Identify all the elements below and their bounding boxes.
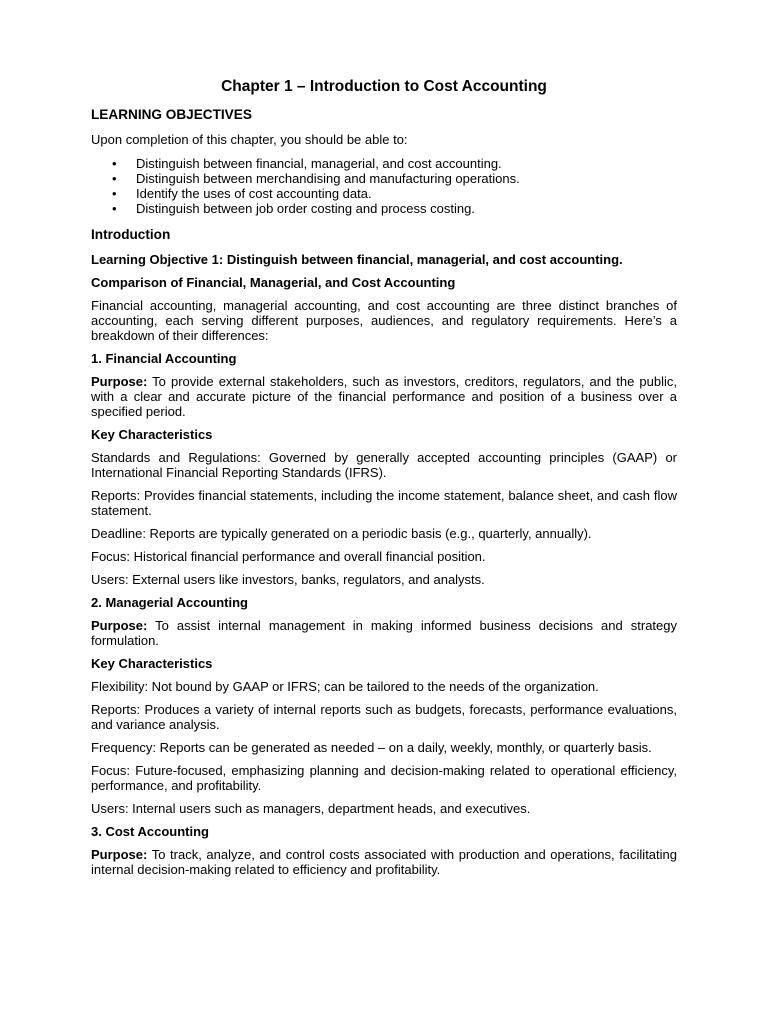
- bullet-icon: •: [112, 171, 117, 186]
- objective-text: Distinguish between job order costing and process costing.: [136, 201, 475, 216]
- list-item: [91, 186, 677, 201]
- financial-users: Users: External users like investors, banks, regulators, and analysts.: [91, 572, 485, 587]
- managerial-flexibility: Flexibility: Not bound by GAAP or IFRS; can be tailored to the needs of the organization.: [91, 679, 599, 694]
- objective-text: Distinguish between financial, managerial, and cost accounting.: [136, 156, 502, 171]
- list-item: [91, 201, 677, 216]
- comparison-paragraph: Financial accounting, managerial accounting, and cost accounting are three distinct branches of accounting, each serving different purposes, audiences, and regulatory requirements. Here’s a breakdown of their differences:: [91, 298, 677, 343]
- cost-purpose-paragraph: [91, 847, 677, 877]
- managerial-purpose-paragraph: [91, 618, 677, 648]
- managerial-accounting-heading: 2. Managerial Accounting: [91, 595, 248, 610]
- financial-deadline: Deadline: Reports are typically generated on a periodic basis (e.g., quarterly, annually).: [91, 526, 592, 541]
- list-item: [91, 171, 677, 186]
- objectives-list: [91, 156, 677, 216]
- managerial-key-characteristics-heading: Key Characteristics: [91, 656, 213, 671]
- bullet-icon: •: [112, 186, 117, 201]
- financial-reports: Reports: Provides financial statements, including the income statement, balance sheet, and cash flow statement.: [91, 488, 677, 518]
- objectives-intro: Upon completion of this chapter, you should be able to:: [91, 132, 408, 147]
- comparison-heading: Comparison of Financial, Managerial, and Cost Accounting: [91, 275, 456, 290]
- learning-objectives-heading: LEARNING OBJECTIVES: [91, 107, 252, 122]
- managerial-focus: Focus: Future-focused, emphasizing planning and decision-making related to operational efficiency, performance, and profitability.: [91, 763, 677, 793]
- financial-accounting-heading: 1. Financial Accounting: [91, 351, 237, 366]
- document-page: [91, 76, 677, 877]
- managerial-users: Users: Internal users such as managers, department heads, and executives.: [91, 801, 531, 816]
- purpose-label: Purpose:: [91, 847, 148, 862]
- chapter-title: Chapter 1 – Introduction to Cost Accounting: [221, 78, 547, 95]
- financial-purpose-paragraph: [91, 374, 677, 419]
- purpose-label: Purpose:: [91, 374, 148, 389]
- introduction-heading: Introduction: [91, 227, 171, 242]
- objective-text: Distinguish between merchandising and manufacturing operations.: [136, 171, 520, 186]
- purpose-text: To track, analyze, and control costs associated with production and operations, facilitating internal decision-making related to efficiency and profitability.: [91, 847, 677, 877]
- objective-text: Identify the uses of cost accounting data.: [136, 186, 372, 201]
- bullet-icon: •: [112, 156, 117, 171]
- learning-objective-1: Learning Objective 1: Distinguish between financial, managerial, and cost accounting.: [91, 252, 623, 267]
- list-item: [91, 156, 677, 171]
- bullet-icon: •: [112, 201, 117, 216]
- managerial-frequency: Frequency: Reports can be generated as needed – on a daily, weekly, monthly, or quarterly basis.: [91, 740, 652, 755]
- managerial-reports: Reports: Produces a variety of internal reports such as budgets, forecasts, performance evaluations, and variance analysis.: [91, 702, 677, 732]
- purpose-text: To assist internal management in making informed business decisions and strategy formulation.: [91, 618, 677, 648]
- financial-key-characteristics-heading: Key Characteristics: [91, 427, 213, 442]
- purpose-label: Purpose:: [91, 618, 148, 633]
- financial-standards: Standards and Regulations: Governed by generally accepted accounting principles (GAAP) or International Financial Reporting Standards (IFRS).: [91, 450, 677, 480]
- financial-focus: Focus: Historical financial performance and overall financial position.: [91, 549, 486, 564]
- purpose-text: To provide external stakeholders, such as investors, creditors, regulators, and the public, with a clear and accurate picture of the financial performance and position of a business over a specified period.: [91, 374, 677, 419]
- cost-accounting-heading: 3. Cost Accounting: [91, 824, 209, 839]
